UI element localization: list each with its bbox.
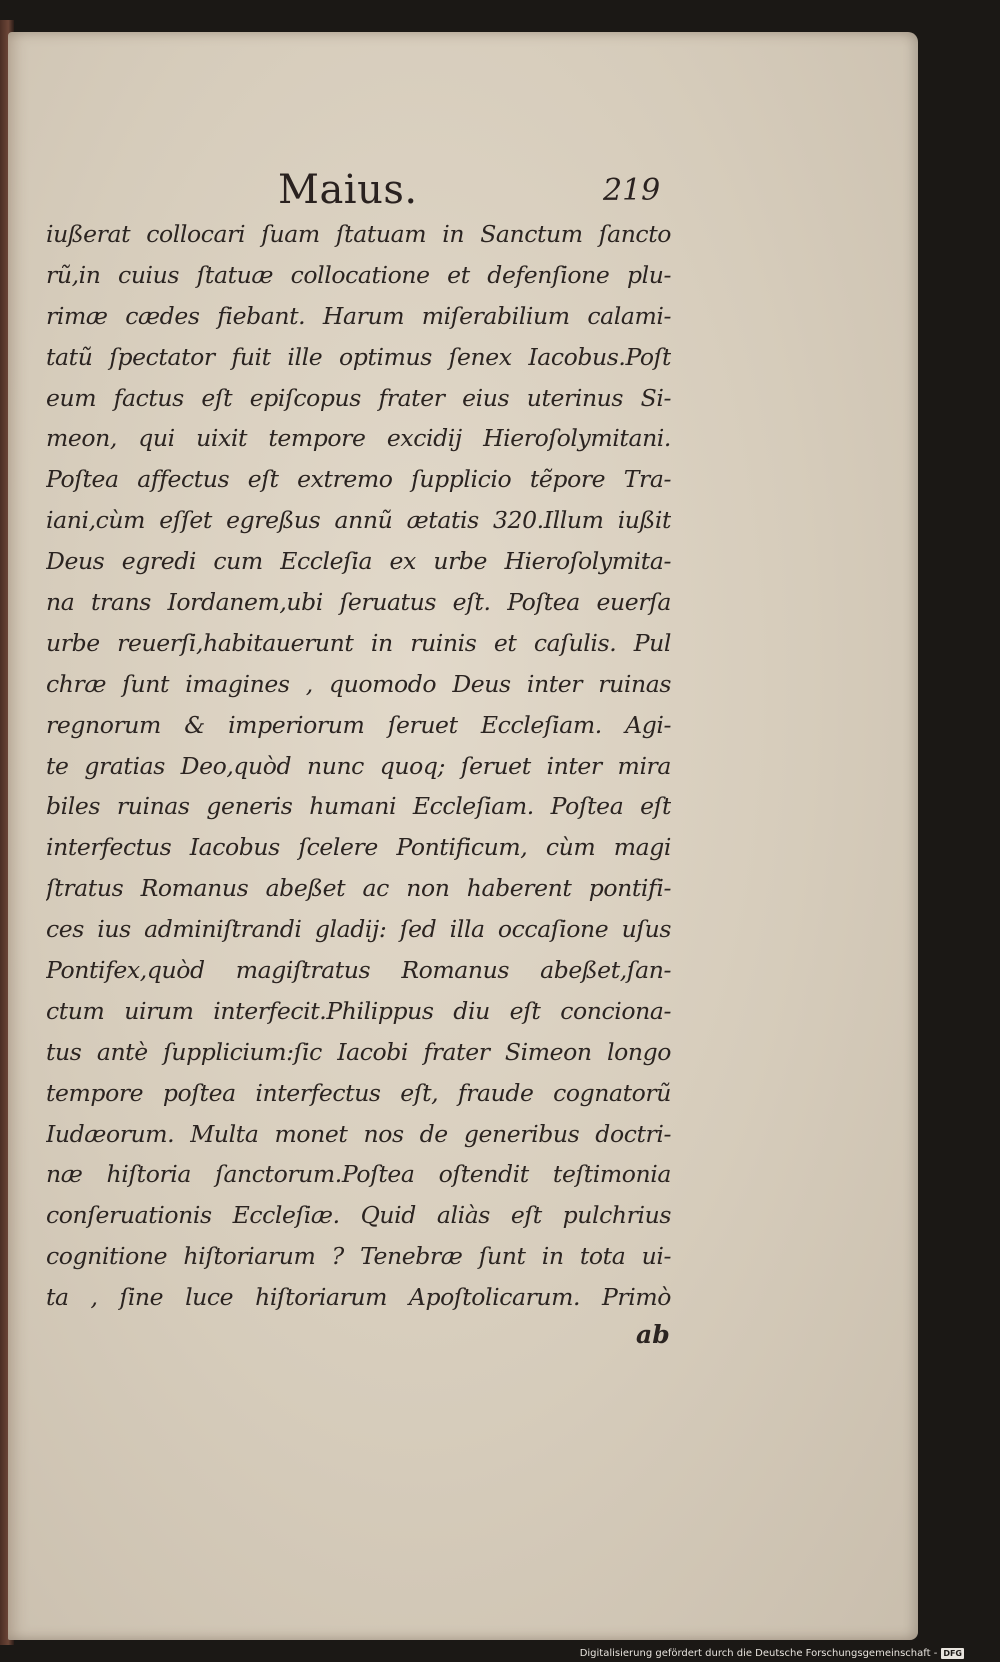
text-line: Deus egredi cum Eccleſia ex urbe Hieroſolymita- [46, 547, 671, 576]
text-line: cognitione hiſtoriarum ? Tenebræ ſunt in tota ui- [46, 1242, 671, 1271]
text-line: regnorum & imperiorum ſeruet Eccleſiam. Agi- [46, 710, 671, 739]
text-line: Pontifex,quòd magiſtratus Romanus abeßet,ſan- [46, 956, 671, 985]
text-line: tempore poſtea interfectus eſt, fraude cognatorũ [46, 1078, 671, 1107]
running-head: Maius. [278, 167, 418, 213]
text-line: chræ ſunt imagines , quomodo Deus inter ruinas [46, 669, 671, 698]
dfg-logo: DFG [943, 1648, 962, 1658]
text-line: urbe reuerſi,habitauerunt in ruinis et caſulis. Pul [46, 628, 671, 657]
text-line: biles ruinas generis humani Eccleſiam. Poſtea eſt [46, 792, 671, 821]
text-line: ſtratus Romanus abeßet ac non haberent pontifi- [46, 874, 671, 903]
catchword: ab [636, 1320, 670, 1349]
text-line: Poſtea affectus eſt extremo ſupplicio tẽpore Tra- [46, 465, 671, 494]
text-line: rũ,in cuius ſtatuæ collocatione et defenſione plu- [46, 260, 671, 289]
text-line: na trans Iordanem,ubi ſeruatus eſt. Poſtea euerſa [46, 588, 671, 617]
text-line: næ hiſtoria ſanctorum.Poſtea oſtendit teſtimonia [46, 1160, 671, 1189]
page-header [8, 167, 918, 217]
page-number: 219 [603, 173, 661, 208]
text-line: Iudæorum. Multa monet nos de generibus doctri- [46, 1119, 671, 1148]
text-line: iani,cùm eſſet egreßus annũ ætatis 320.Illum iußit [46, 506, 671, 535]
text-line: interfectus Iacobus ſcelere Pontificum, cùm magi [46, 833, 671, 862]
body-text [46, 214, 671, 1318]
text-line: tus antè ſupplicium:ſic Iacobi frater Simeon longo [46, 1037, 671, 1066]
digitization-credit [580, 1646, 964, 1660]
text-line: eum factus eſt epiſcopus frater eius uterinus Si- [46, 383, 671, 412]
text-line: ctum uirum interfecit.Philippus diu eſt conciona- [46, 996, 671, 1025]
text-line: ta , ſine luce hiſtoriarum Apoſtolicarum. Primò [46, 1283, 671, 1312]
text-line: te gratias Deo,quòd nunc quoq; ſeruet inter mira [46, 751, 671, 780]
text-line: meon, qui uixit tempore excidij Hieroſolymitani. [46, 424, 671, 453]
credit-text: Digitalisierung gefördert durch die Deutsche Forschungsgemeinschaft - [579, 1647, 938, 1659]
book-page [8, 32, 918, 1640]
text-line: tatũ ſpectator fuit ille optimus ſenex Iacobus.Poſt [46, 342, 671, 371]
text-line: iußerat collocari ſuam ſtatuam in Sanctum ſancto [46, 220, 671, 248]
text-line: conſeruationis Eccleſiæ. Quid aliàs eſt pulchrius [46, 1201, 671, 1230]
text-line: rimæ cædes fiebant. Harum miſerabilium calami- [46, 301, 671, 330]
text-line: ces ius adminiſtrandi gladij: ſed illa occaſione uſus [46, 915, 671, 944]
